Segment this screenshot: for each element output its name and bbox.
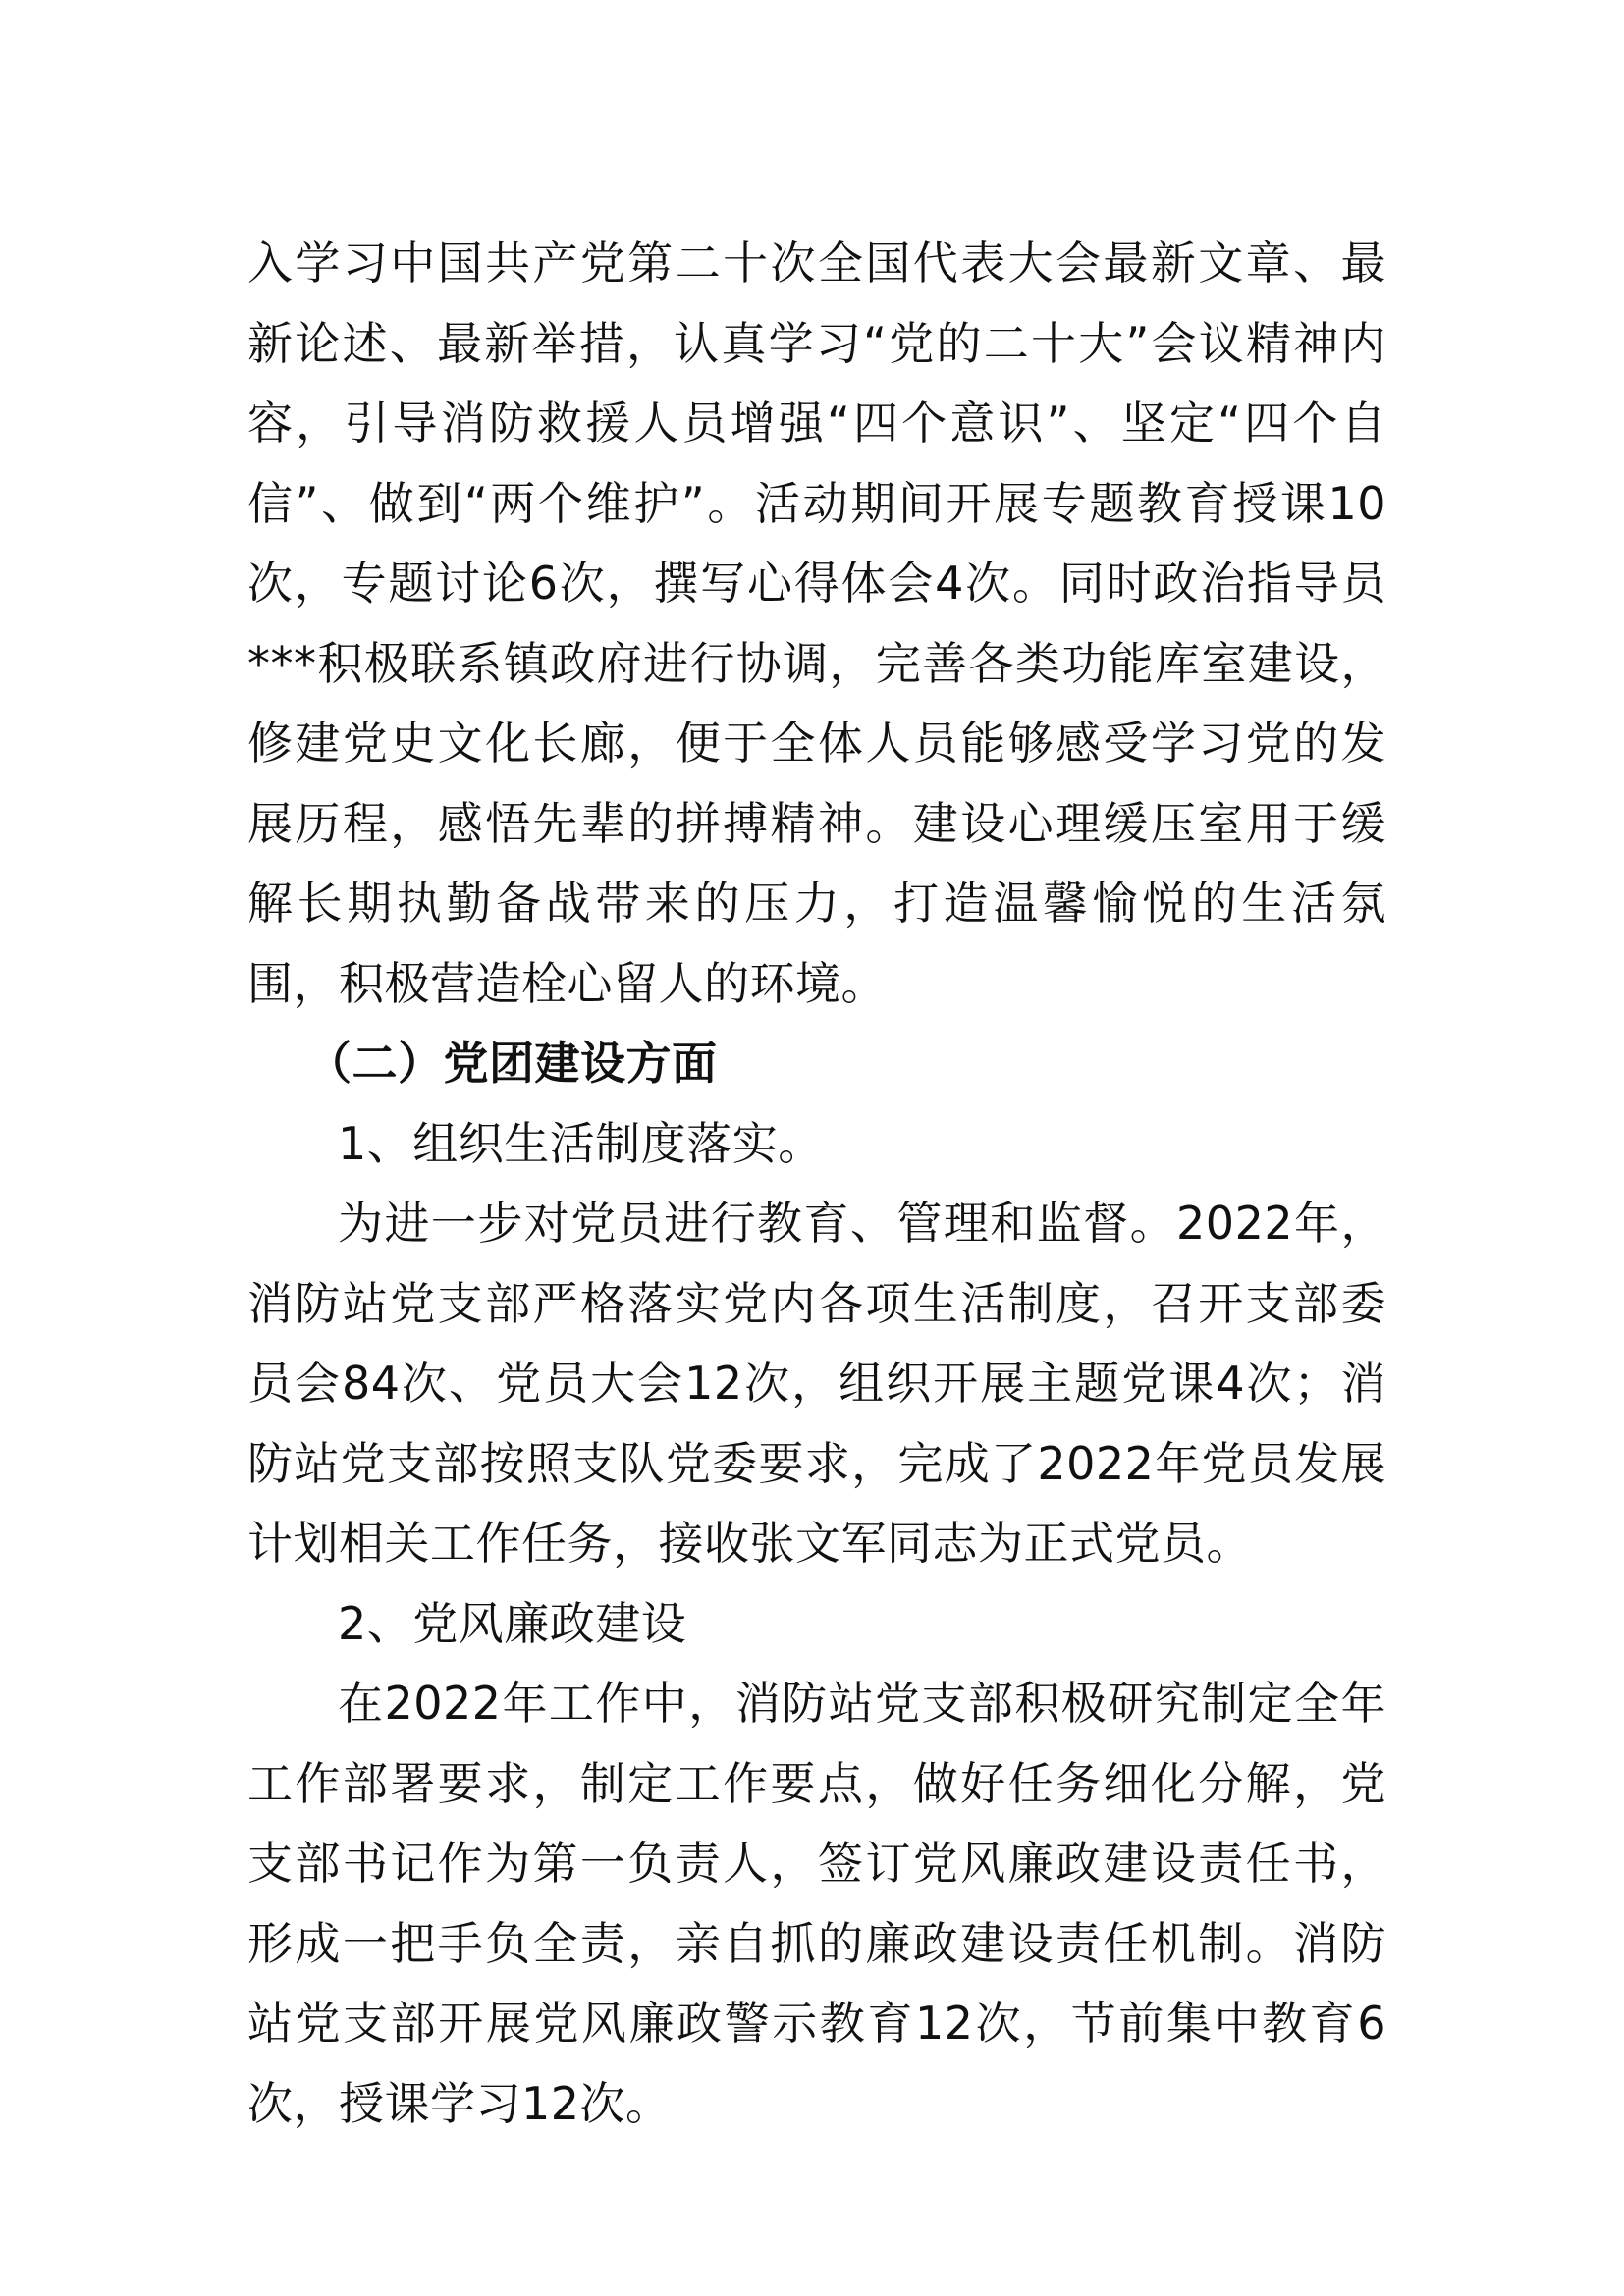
section-heading-party-building: （二）党团建设方面 bbox=[306, 1037, 718, 1090]
subheading-integrity-building: 2、党风廉政建设 bbox=[338, 1596, 687, 1650]
document-body bbox=[247, 224, 1386, 2144]
subheading-organization-life: 1、组织生活制度落实。 bbox=[338, 1116, 824, 1170]
paragraph-study-activities: 入学习中国共产党第二十次全国代表大会最新文章、最新论述、最新举措，认真学习“党的二十大”会议精神内容，引导消防救援人员增强“四个意识”、坚定“四个自信”、做到“两个维护”。活动期间开展专题教育授课10次，专题讨论6次，撰写心得体会4次。同时政治指导员***积极联系镇政府进行协调，完善各类功能库室建设，修建党史文化长廊，便于全体人员能够感受学习党的发展历程，感悟先辈的拼搏精神。建设心理缓压室用于缓解长期执勤备战带来的压力，打造温馨愉悦的生活氛围，积极营造栓心留人的环境。 bbox=[247, 237, 1386, 1010]
paragraph-integrity-building: 在2022年工作中，消防站党支部积极研究制定全年工作部署要求，制定工作要点，做好任务细化分解，党支部书记作为第一负责人，签订党风廉政建设责任书，形成一把手负全责，亲自抓的廉政建设责任机制。消防站党支部开展党风廉政警示教育12次，节前集中教育6次，授课学习12次。 bbox=[247, 1677, 1386, 2130]
paragraph-organization-life: 为进一步对党员进行教育、管理和监督。2022年，消防站党支部严格落实党内各项生活制度，召开支部委员会84次、党员大会12次，组织开展主题党课4次；消防站党支部按照支队党委要求，完成了2022年党员发展计划相关工作任务，接收张文军同志为正式党员。 bbox=[247, 1197, 1386, 1570]
